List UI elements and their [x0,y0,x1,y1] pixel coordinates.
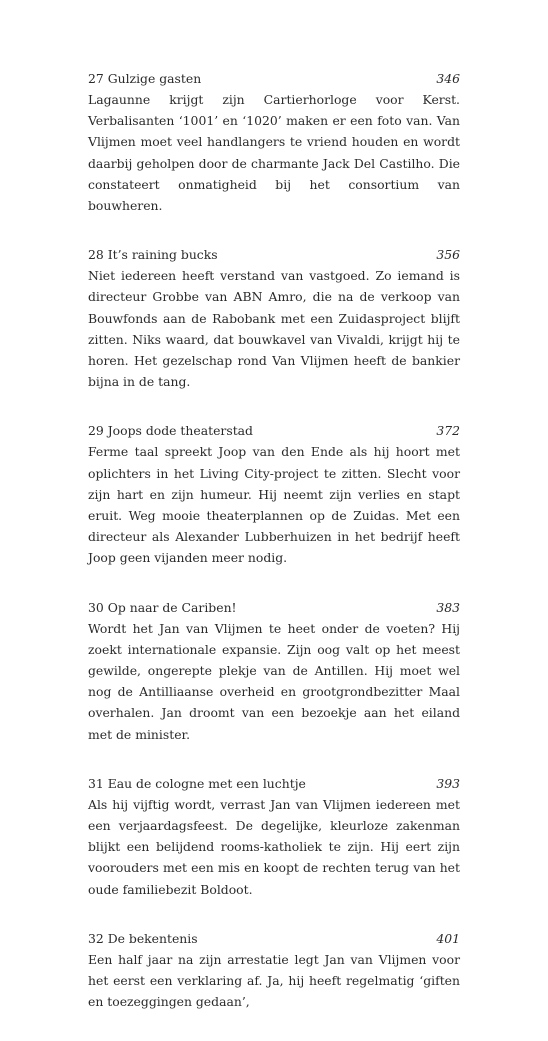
toc-entry-30 [88,597,460,745]
entry-title: 31 Eau de cologne met een luchtje [88,775,306,791]
entry-heading-row [88,244,460,265]
entry-summary: Een half jaar na zijn arrestatie legt Jan van Vlijmen voor het eerst een verklaring af. Ja, hij heeft regelmatig ‘giften en toezeggingen gedaan’, [88,951,460,1010]
entry-summary: Niet iedereen heeft verstand van vastgoed. Zo iemand is directeur Grobbe van ABN Amro, die na de verkoop van Bouwfonds aan de Rabobank met een Zuidasproject blijft zitten. Niks waard, dat bouwkavel van Vivaldi, krijgt hij te horen. Het gezelschap rond Van Vlijmen heeft de bankier bijna in de tang. [88,268,460,390]
toc-entry-28 [88,244,460,392]
toc-entry-29 [88,420,460,568]
entry-title: 32 De bekentenis [88,930,198,946]
entry-title: 30 Op naar de Cariben! [88,599,237,615]
entry-summary: Ferme taal spreekt Joop van den Ende als hij hoort met oplichters in het Living City-project te zitten. Slecht voor zijn hart en zijn humeur. Hij neemt zijn verlies en stapt eruit. Weg mooie theaterplannen op de Zuidas. Met een directeur als Alexander Lubberhuizen in het bedrijf heeft Joop geen vijanden meer nodig. [88,444,460,566]
toc-entry-32 [88,928,460,1013]
entry-title: 28 It’s raining bucks [88,247,218,263]
entry-page-number: 401 [436,930,460,946]
entry-page-number: 393 [436,775,460,791]
entry-page-number: 346 [436,71,460,86]
entry-title: 29 Joops dode theaterstad [88,423,253,439]
entry-heading-row [88,773,460,794]
entry-heading-row [88,597,460,618]
entry-title: 27 Gulzige gasten [88,71,202,86]
entry-page-number: 383 [436,599,460,615]
entry-heading-row [88,420,460,441]
toc-entry-31 [88,773,460,900]
toc-entry-27 [88,68,460,216]
entry-page-number: 356 [436,247,460,263]
table-of-contents [88,68,460,1041]
entry-summary: Lagaunne krijgt zijn Cartierhorloge voor Kerst. Verbalisanten ‘1001’ en ‘1020’ maken er een foto van. Van Vlijmen moet veel handlangers te vriend houden en wordt daarbij geholpen door de charmante Jack Del Castilho. Die constateert onmatigheid bij het consortium van bouwheren. [88,92,460,214]
entry-summary: Wordt het Jan van Vlijmen te heet onder de voeten? Hij zoekt internationale expansie. Zijn oog valt op het meest gewilde, ongerepte plekje van de Antillen. Hij moet wel nog de Antilliaanse overheid en grootgrondbezitter Maal overhalen. Jan droomt van een bezoekje aan het eiland met de minister. [88,620,460,742]
entry-heading-row [88,68,460,89]
entry-heading-row [88,928,460,949]
entry-summary: Als hij vijftig wordt, verrast Jan van Vlijmen iedereen met een verjaardagsfeest. De degelijke, kleurloze zakenman blijkt een belijdend rooms-katholiek te zijn. Hij eert zijn voorouders met een mis en koopt de rechten terug van het oude familiebezit Boldoot. [88,796,460,897]
entry-page-number: 372 [436,423,460,439]
